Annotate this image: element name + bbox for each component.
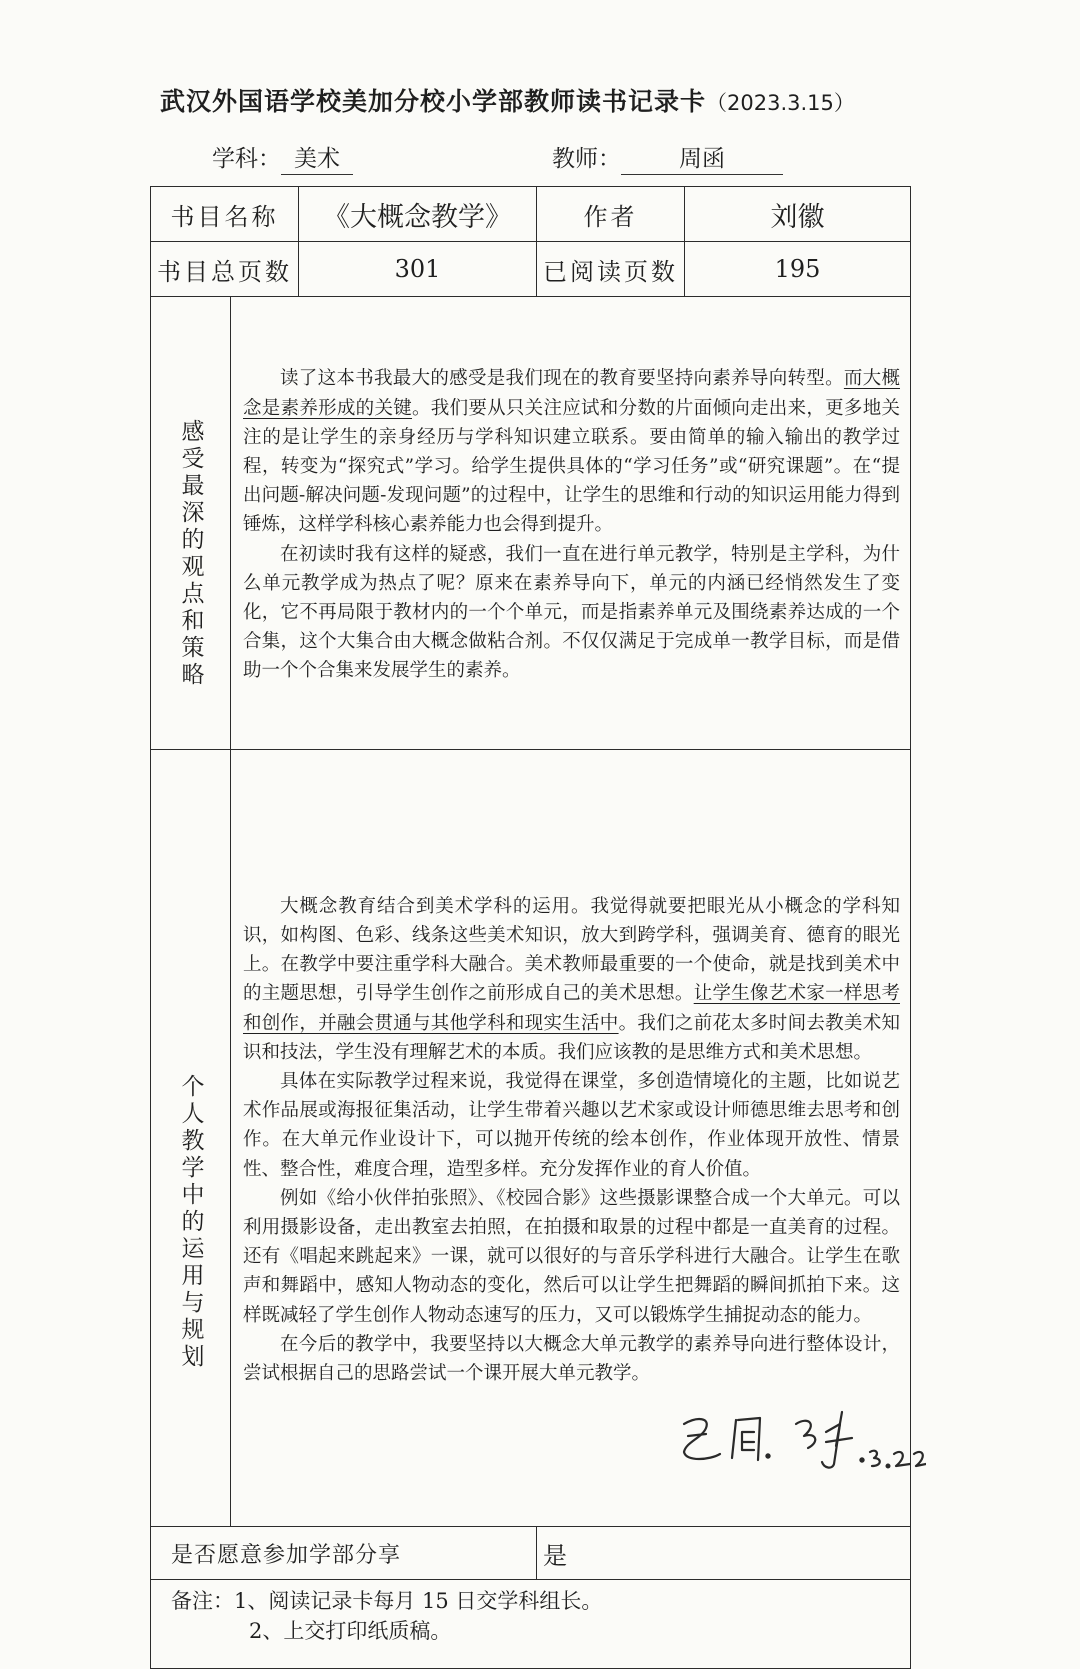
page-title <box>160 82 920 118</box>
teacher-value: 周函 <box>621 144 783 175</box>
notes-item-1-text: 1、阅读记录卡每月 15 日交学科组长。 <box>234 1589 603 1613</box>
pages-row <box>151 242 911 297</box>
section-insights <box>151 297 911 750</box>
notes-item-1 <box>171 1586 910 1616</box>
read-pages-label: 已阅读页数 <box>537 242 685 297</box>
share-answer: 是 <box>537 1527 911 1580</box>
teacher-label: 教师： <box>552 146 621 172</box>
total-pages-label: 书目总页数 <box>151 242 299 297</box>
book-name-row <box>151 187 911 242</box>
application-p1-post: 。我们之前花太多时间去教美术知识和技法，学生没有理解艺术的本质。我们应该教的是思维方式和美术思想。 <box>243 1012 900 1063</box>
total-pages-value: 301 <box>299 242 537 297</box>
subject-label: 学科： <box>212 146 281 172</box>
notes-cell <box>151 1580 911 1669</box>
book-name-label: 书目名称 <box>151 187 299 242</box>
insights-paragraph-1 <box>243 364 900 539</box>
notes-item-2: 2、上交打印纸质稿。 <box>249 1619 452 1643</box>
application-p1-underlined: 让学生像艺术家一样思考和创作，并融会贯通与其他学科和现实生活中 <box>243 983 900 1034</box>
subject-field <box>212 140 353 175</box>
application-paragraph-3: 例如《给小伙伴拍张照》、《校园合影》这些摄影课整合成一个大单元。可以利用摄影设备，走出教室去拍照，在拍摄和取景的过程中都是一直美育的过程。还有《唱起来跳起来》一课，就可以很好的与音乐学科进行大融合。让学生在歌声和舞蹈中，感知人物动态的变化，然后可以让学生把舞蹈的瞬间抓拍下来。这样既减轻了学生创作人物动态速写的压力，又可以锻炼学生捕捉动态的能力。 <box>243 1187 900 1326</box>
application-label: 个人教学中的运用与规划 <box>177 1073 204 1371</box>
handwritten-signature <box>676 1402 926 1472</box>
book-name-value: 《大概念教学》 <box>299 187 537 242</box>
share-row <box>151 1527 911 1580</box>
share-question: 是否愿意参加学部分享 <box>151 1527 537 1580</box>
insights-p1-pre: 读了这本书我最大的感受是我们现在的教育要坚持向素养导向转型。 <box>280 368 844 390</box>
insights-label: 感受最深的观点和策略 <box>177 419 204 689</box>
title-date: （2023.3.15） <box>706 91 855 115</box>
application-paragraph-1 <box>243 892 900 1067</box>
teacher-field <box>552 140 783 175</box>
notes-row <box>151 1580 911 1669</box>
title-text: 武汉外国语学校美加分校小学部教师读书记录卡 <box>160 87 707 116</box>
application-label-cell <box>151 750 231 1527</box>
application-paragraph-2: 具体在实际教学过程来说，我觉得在课堂，多创造情境化的主题，比如说艺术作品展或海报征集活动，让学生带着兴趣以艺术家或设计师德思维去思考和创作。在大单元作业设计下，可以抛开传统的绘本创作，作业体现开放性、情景性、整合性，难度合理，造型多样。充分发挥作业的育人价值。 <box>243 1070 900 1180</box>
application-p1-pre: 大概念教育结合到美术学科的运用。我觉得就要把眼光从小概念的学科知识，如构图、色彩、线条这些美术知识，放大到跨学科，强调美育、德育的眼光上。在教学中要注重学科大融合。美术教师最重要的一个使命，就是找到美术中的主题思想，引导学生创作之前形成自己的美术思想。 <box>243 895 900 1005</box>
insights-label-cell <box>151 297 231 750</box>
author-label: 作者 <box>537 187 685 242</box>
insights-p1-post: 。我们要从只关注应试和分数的片面倾向走出来，更多地关注的是让学生的亲身经历与学科知识建立联系。要由简单的输入输出的教学过程，转变为“探究式”学习。给学生提供具体的“学习任务”或“研究课题”。在“提出问题-解决问题-发现问题”的过程中，让学生的思维和行动的知识运用能力得到锤炼，这样学科核心素养能力也会得到提升。 <box>243 397 900 536</box>
read-pages-value: 195 <box>685 242 911 297</box>
insights-p1-underlined: 而大概念是素养形成的关键 <box>243 368 900 419</box>
notes-label: 备注： <box>171 1589 234 1613</box>
application-paragraph-4: 在今后的教学中，我要坚持以大概念大单元教学的素养导向进行整体设计，尝试根据自己的思路尝试一个课开展大单元教学。 <box>243 1333 900 1385</box>
author-value: 刘徽 <box>685 187 911 242</box>
subject-value: 美术 <box>281 144 353 175</box>
insights-paragraph-2: 在初读时我有这样的疑惑，我们一直在进行单元教学，特别是主学科，为什么单元教学成为热点了呢？原来在素养导向下，单元的内涵已经悄然发生了变化，它不再局限于教材内的一个个单元，而是指素养单元及围绕素养达成的一个合集，这个大集合由大概念做粘合剂。不仅仅满足于完成单一教学目标，而是借助一个个合集来发展学生的素养。 <box>243 543 900 682</box>
insights-content <box>231 297 911 750</box>
signature-drawing <box>676 1402 926 1472</box>
